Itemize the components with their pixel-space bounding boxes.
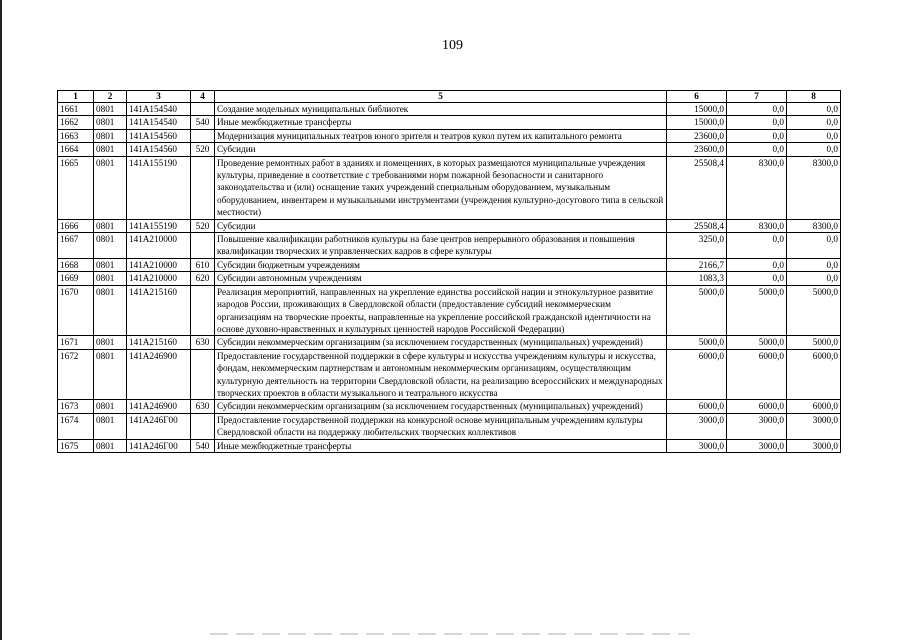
page-number: 109 — [442, 38, 463, 53]
column-header-4: 4 — [191, 91, 215, 103]
item-name: Субсидии некоммерческим организациям (за исключением государственных (муниципальных) учреждений) — [215, 400, 667, 413]
expense-type-code — [191, 129, 215, 142]
target-article-code: 141A210000 — [127, 272, 191, 285]
header-row — [58, 91, 841, 103]
item-name: Реализация мероприятий, направленных на укрепление единства российской нации и этнокультурное развитие народов России, проживающих в Свердловской области (предоставление субсидий некоммерческим организациям на творческие проекты, направленные на укрепление российской гражданской идентичности на основе духовно-нравственных и культурных ценностей народов Российской Федерации) — [215, 285, 667, 336]
item-name: Иные межбюджетные трансферты — [215, 439, 667, 452]
column-header-6: 6 — [667, 91, 727, 103]
target-article-code: 141A154560 — [127, 129, 191, 142]
target-article-code: 141A246Г00 — [127, 413, 191, 439]
row-number: 1674 — [58, 413, 94, 439]
expense-type-code: 620 — [191, 272, 215, 285]
section-code: 0801 — [94, 285, 127, 336]
table-row — [58, 116, 841, 129]
row-number: 1670 — [58, 285, 94, 336]
amount-col7: 0,0 — [727, 116, 787, 129]
column-header-3: 3 — [127, 91, 191, 103]
item-name: Создание модельных муниципальных библиотек — [215, 103, 667, 116]
expense-type-code — [191, 349, 215, 400]
target-article-code: 141A246900 — [127, 400, 191, 413]
amount-col7: 0,0 — [727, 103, 787, 116]
section-code: 0801 — [94, 116, 127, 129]
section-code: 0801 — [94, 233, 127, 259]
target-article-code: 141A210000 — [127, 258, 191, 271]
target-article-code: 141A210000 — [127, 233, 191, 259]
amount-col8: 3000,0 — [787, 439, 841, 452]
amount-col6: 2166,7 — [667, 258, 727, 271]
section-code: 0801 — [94, 219, 127, 232]
amount-col7: 0,0 — [727, 233, 787, 259]
row-number: 1662 — [58, 116, 94, 129]
expense-type-code: 520 — [191, 219, 215, 232]
amount-col6: 5000,0 — [667, 285, 727, 336]
amount-col6: 3000,0 — [667, 439, 727, 452]
amount-col6: 3000,0 — [667, 413, 727, 439]
target-article-code: 141A154540 — [127, 103, 191, 116]
row-number: 1661 — [58, 103, 94, 116]
expense-type-code: 610 — [191, 258, 215, 271]
table-row — [58, 413, 841, 439]
amount-col8: 0,0 — [787, 143, 841, 156]
row-number: 1675 — [58, 439, 94, 452]
expense-type-code — [191, 233, 215, 259]
section-code: 0801 — [94, 413, 127, 439]
column-header-5: 5 — [215, 91, 667, 103]
row-number: 1667 — [58, 233, 94, 259]
expense-type-code — [191, 156, 215, 219]
amount-col8: 0,0 — [787, 258, 841, 271]
row-number: 1666 — [58, 219, 94, 232]
amount-col7: 5000,0 — [727, 285, 787, 336]
table-row — [58, 439, 841, 452]
row-number: 1663 — [58, 129, 94, 142]
amount-col8: 8300,0 — [787, 156, 841, 219]
section-code: 0801 — [94, 156, 127, 219]
row-number: 1669 — [58, 272, 94, 285]
amount-col8: 0,0 — [787, 233, 841, 259]
item-name: Модернизация муниципальных театров юного зрителя и театров кукол путем их капитального ремонта — [215, 129, 667, 142]
section-code: 0801 — [94, 336, 127, 349]
amount-col8: 0,0 — [787, 129, 841, 142]
item-name: Повышение квалификации работников культуры на базе центров непрерывного образования и повышения квалификации творческих и управленческих кадров в сфере культуры — [215, 233, 667, 259]
section-code: 0801 — [94, 349, 127, 400]
amount-col7: 3000,0 — [727, 439, 787, 452]
row-number: 1668 — [58, 258, 94, 271]
amount-col8: 5000,0 — [787, 285, 841, 336]
expense-type-code — [191, 413, 215, 439]
section-code: 0801 — [94, 103, 127, 116]
target-article-code: 141A154560 — [127, 143, 191, 156]
item-name: Иные межбюджетные трансферты — [215, 116, 667, 129]
item-name: Субсидии некоммерческим организациям (за исключением государственных (муниципальных) учреждений) — [215, 336, 667, 349]
target-article-code: 141A246Г00 — [127, 439, 191, 452]
row-number: 1665 — [58, 156, 94, 219]
item-name: Субсидии автономным учреждениям — [215, 272, 667, 285]
target-article-code: 141A215160 — [127, 285, 191, 336]
item-name: Субсидии — [215, 219, 667, 232]
row-number: 1671 — [58, 336, 94, 349]
table-row — [58, 400, 841, 413]
amount-col6: 23600,0 — [667, 129, 727, 142]
target-article-code: 141A155190 — [127, 219, 191, 232]
expense-type-code — [191, 285, 215, 336]
target-article-code: 141A246900 — [127, 349, 191, 400]
amount-col6: 15000,0 — [667, 103, 727, 116]
table-row — [58, 156, 841, 219]
amount-col6: 15000,0 — [667, 116, 727, 129]
amount-col8: 6000,0 — [787, 400, 841, 413]
table-row — [58, 233, 841, 259]
amount-col6: 6000,0 — [667, 400, 727, 413]
amount-col7: 0,0 — [727, 129, 787, 142]
expense-type-code: 630 — [191, 336, 215, 349]
section-code: 0801 — [94, 272, 127, 285]
amount-col7: 5000,0 — [727, 336, 787, 349]
amount-col8: 0,0 — [787, 103, 841, 116]
amount-col7: 8300,0 — [727, 156, 787, 219]
amount-col6: 25508,4 — [667, 156, 727, 219]
section-code: 0801 — [94, 143, 127, 156]
table-body — [58, 103, 841, 453]
amount-col6: 6000,0 — [667, 349, 727, 400]
amount-col6: 5000,0 — [667, 336, 727, 349]
expense-type-code: 540 — [191, 439, 215, 452]
amount-col6: 23600,0 — [667, 143, 727, 156]
scan-edge — [0, 0, 2, 640]
expense-type-code — [191, 103, 215, 116]
item-name: Субсидии бюджетным учреждениям — [215, 258, 667, 271]
amount-col7: 0,0 — [727, 272, 787, 285]
budget-table — [57, 90, 841, 453]
amount-col8: 3000,0 — [787, 413, 841, 439]
table-row — [58, 272, 841, 285]
amount-col7: 6000,0 — [727, 400, 787, 413]
expense-type-code: 630 — [191, 400, 215, 413]
table-row — [58, 219, 841, 232]
column-header-7: 7 — [727, 91, 787, 103]
table-row — [58, 143, 841, 156]
section-code: 0801 — [94, 400, 127, 413]
item-name: Предоставление государственной поддержки в сфере культуры и искусства учреждениям культуры и искусства, фондам, некоммерческим партнерствам и автономным некоммерческим организациям, осуществляющим культурную деятельность на территории Свердловской области, на реализацию всероссийских и международных творческих проектов в области музыкального и театрального искусства — [215, 349, 667, 400]
table-row — [58, 336, 841, 349]
amount-col8: 0,0 — [787, 116, 841, 129]
column-header-2: 2 — [94, 91, 127, 103]
amount-col7: 8300,0 — [727, 219, 787, 232]
amount-col8: 0,0 — [787, 272, 841, 285]
column-header-8: 8 — [787, 91, 841, 103]
target-article-code: 141A154540 — [127, 116, 191, 129]
section-code: 0801 — [94, 439, 127, 452]
amount-col6: 25508,4 — [667, 219, 727, 232]
amount-col7: 3000,0 — [727, 413, 787, 439]
target-article-code: 141A215160 — [127, 336, 191, 349]
amount-col8: 6000,0 — [787, 349, 841, 400]
table-row — [58, 103, 841, 116]
section-code: 0801 — [94, 258, 127, 271]
amount-col7: 6000,0 — [727, 349, 787, 400]
table-row — [58, 258, 841, 271]
amount-col8: 5000,0 — [787, 336, 841, 349]
scan-artifact — [210, 633, 690, 635]
row-number: 1664 — [58, 143, 94, 156]
row-number: 1672 — [58, 349, 94, 400]
item-name: Субсидии — [215, 143, 667, 156]
section-code: 0801 — [94, 129, 127, 142]
expense-type-code: 520 — [191, 143, 215, 156]
table-row — [58, 349, 841, 400]
amount-col6: 1083,3 — [667, 272, 727, 285]
amount-col7: 0,0 — [727, 143, 787, 156]
amount-col6: 3250,0 — [667, 233, 727, 259]
table-row — [58, 285, 841, 336]
column-header-1: 1 — [58, 91, 94, 103]
item-name: Проведение ремонтных работ в зданиях и помещениях, в которых размещаются муниципальные учреждения культуры, приведение в соответствие с требованиями норм пожарной безопасности и санитарного законодательства и (или) оснащение таких учреждений специальным оборудованием, музыкальным оборудованием, инвентарем и музыкальными инструментами (учреждения культурно-досугового типа в сельской местности) — [215, 156, 667, 219]
amount-col8: 8300,0 — [787, 219, 841, 232]
row-number: 1673 — [58, 400, 94, 413]
amount-col7: 0,0 — [727, 258, 787, 271]
table-row — [58, 129, 841, 142]
target-article-code: 141A155190 — [127, 156, 191, 219]
expense-type-code: 540 — [191, 116, 215, 129]
item-name: Предоставление государственной поддержки на конкурсной основе муниципальным учреждениям культуры Свердловской области на поддержку любительских творческих коллективов — [215, 413, 667, 439]
